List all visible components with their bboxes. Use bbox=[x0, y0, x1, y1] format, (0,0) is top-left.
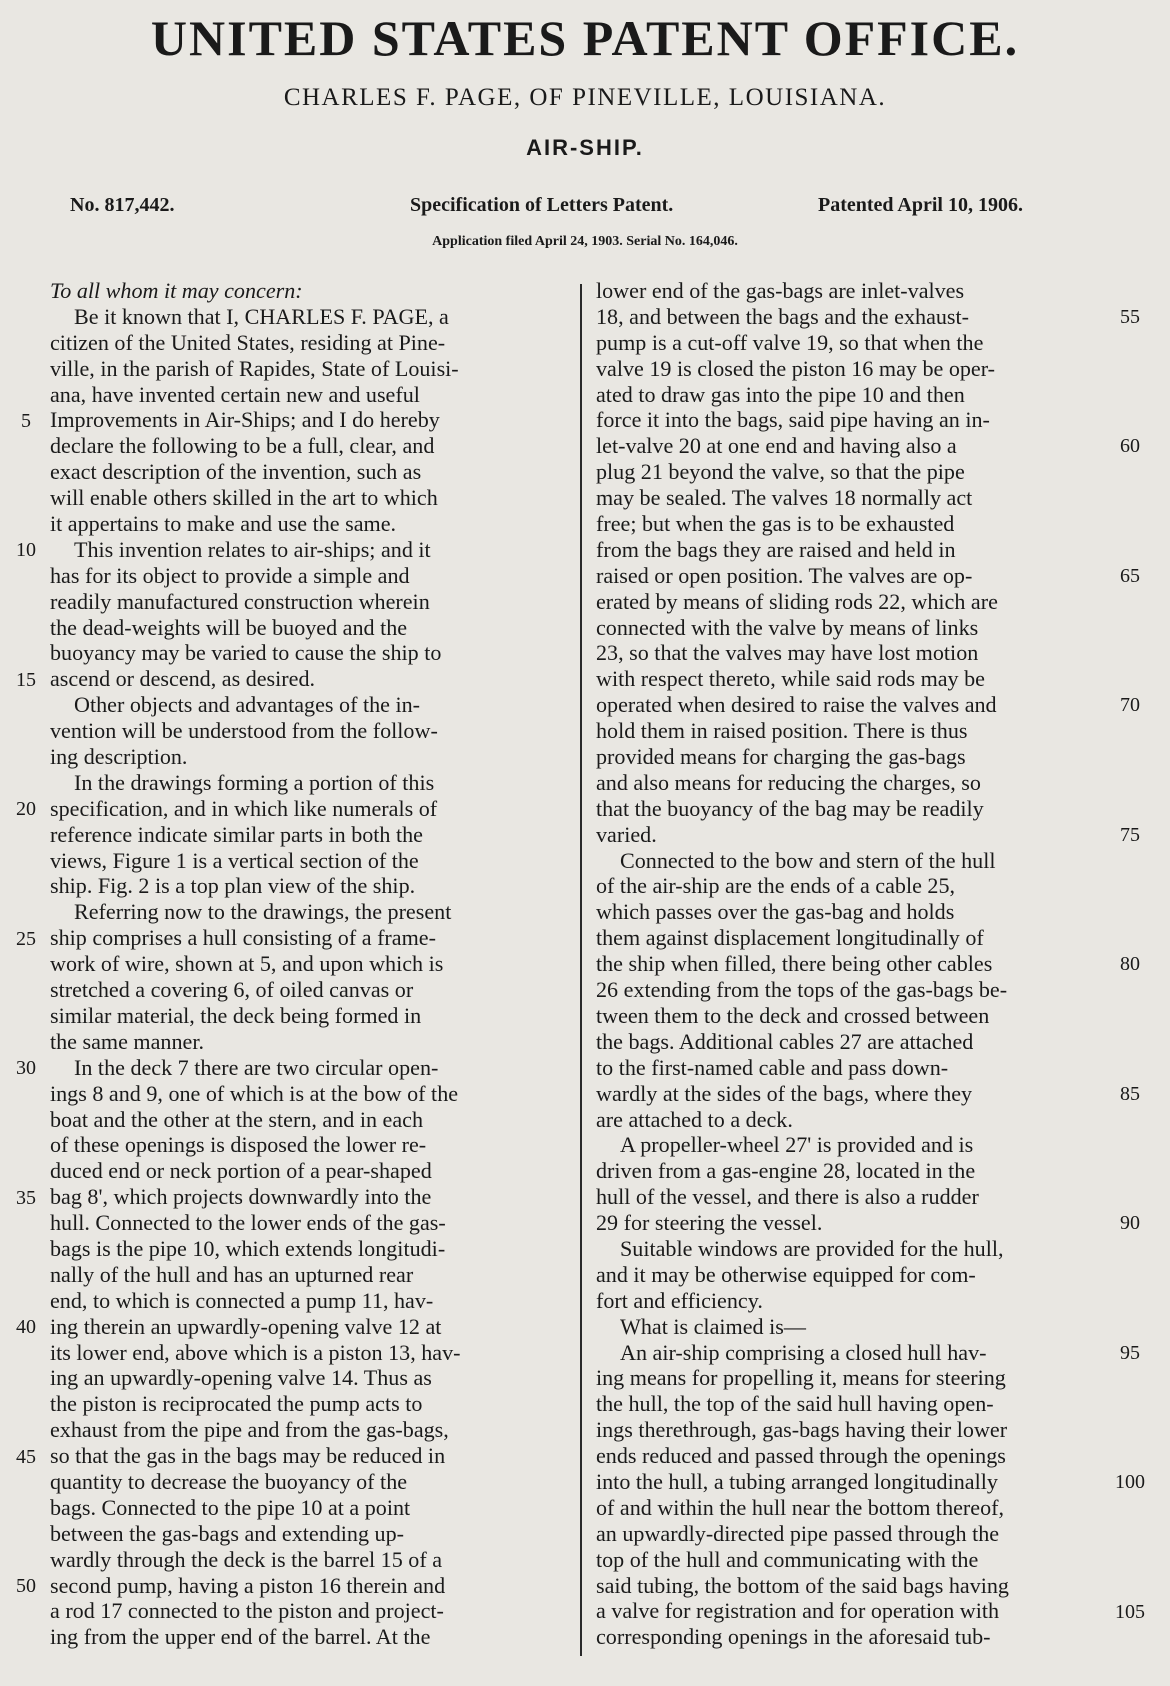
text-line: fort and efficiency. bbox=[596, 1287, 763, 1313]
application-line: Application filed April 24, 1903. Serial No. 164,046. bbox=[432, 234, 738, 249]
text-line: declare the following to be a full, clear, and bbox=[50, 433, 435, 459]
text-line: ings 8 and 9, one of which is at the bow of the bbox=[50, 1080, 459, 1106]
line-number: 55 bbox=[1120, 305, 1140, 328]
column-divider bbox=[580, 284, 582, 1656]
text-line: 23, so that the valves may have lost motion bbox=[596, 640, 979, 666]
line-number: 5 bbox=[21, 409, 31, 432]
office-heading: UNITED STATES PATENT OFFICE. bbox=[150, 10, 1020, 66]
patent-number: No. 817,442. bbox=[70, 194, 175, 216]
text-line: Be it known that I, CHARLES F. PAGE, a bbox=[74, 303, 449, 329]
text-line: lower end of the gas-bags are inlet-valves bbox=[596, 278, 965, 303]
text-line: ing means for propelling it, means for steering bbox=[596, 1365, 1006, 1391]
line-number: 70 bbox=[1120, 694, 1140, 717]
text-line: views, Figure 1 is a vertical section of the bbox=[50, 847, 419, 873]
text-line: varied. bbox=[596, 821, 657, 847]
text-line: connected with the valve by means of links bbox=[596, 614, 979, 640]
text-line: Improvements in Air-Ships; and I do hereby bbox=[50, 407, 440, 433]
text-line: ville, in the parish of Rapides, State of Louisi- bbox=[50, 355, 459, 381]
text-line: top of the hull and communicating with the bbox=[596, 1546, 979, 1572]
text-line: force it into the bags, said pipe having an in- bbox=[596, 407, 990, 433]
text-line: of and within the hull near the bottom thereof, bbox=[596, 1494, 1005, 1520]
line-number: 50 bbox=[16, 1575, 36, 1597]
invention-title: AIR-SHIP. bbox=[526, 135, 644, 160]
text-line: In the drawings forming a portion of this bbox=[74, 769, 435, 795]
text-line: so that the gas in the bags may be reduced in bbox=[50, 1443, 446, 1469]
line-number: 25 bbox=[16, 927, 36, 950]
text-line: plug 21 beyond the valve, so that the pipe bbox=[596, 459, 965, 485]
text-line: Other objects and advantages of the in- bbox=[74, 692, 421, 718]
inventor-line: CHARLES F. PAGE, OF PINEVILLE, LOUISIANA. bbox=[283, 84, 887, 111]
text-line: ing description. bbox=[50, 744, 188, 770]
text-line: has for its object to provide a simple and bbox=[50, 562, 410, 588]
line-number: 35 bbox=[16, 1186, 36, 1209]
text-line: Suitable windows are provided for the hull, bbox=[620, 1235, 1004, 1261]
text-line: are attached to a deck. bbox=[596, 1106, 793, 1132]
text-line: This invention relates to air-ships; and it bbox=[74, 536, 431, 562]
text-line: wardly at the sides of the bags, where they bbox=[596, 1080, 973, 1106]
text-line: will enable others skilled in the art to which bbox=[50, 485, 438, 511]
text-line: stretched a covering 6, of oiled canvas or bbox=[50, 977, 414, 1003]
text-line: an upwardly-directed pipe passed through the bbox=[596, 1520, 1000, 1546]
left-column bbox=[50, 278, 590, 1650]
text-line: may be sealed. The valves 18 normally act bbox=[596, 485, 973, 511]
text-line: operated when desired to raise the valves and bbox=[596, 692, 997, 718]
text-line: to the first-named cable and pass down- bbox=[596, 1054, 949, 1080]
line-number: 95 bbox=[1120, 1341, 1140, 1364]
text-line: them against displacement longitudinally of bbox=[596, 925, 984, 951]
line-number: 80 bbox=[1120, 953, 1140, 976]
text-line: buoyancy may be varied to cause the ship to bbox=[50, 640, 442, 666]
text-line: and also means for reducing the charges, so bbox=[596, 769, 981, 795]
line-number: 15 bbox=[16, 668, 36, 691]
text-line: duced end or neck portion of a pear-shaped bbox=[50, 1158, 432, 1184]
line-number: 60 bbox=[1120, 435, 1140, 458]
text-line: corresponding openings in the aforesaid tub- bbox=[596, 1624, 991, 1650]
text-line: A propeller-wheel 27' is provided and is bbox=[620, 1132, 974, 1158]
line-number: 105 bbox=[1115, 1600, 1145, 1623]
text-line: into the hull, a tubing arranged longitudinally bbox=[596, 1468, 998, 1494]
text-line: tween them to the deck and crossed between bbox=[596, 1002, 990, 1028]
text-line: exhaust from the pipe and from the gas-bags, bbox=[50, 1417, 449, 1443]
text-line: the dead-weights will be buoyed and the bbox=[50, 614, 408, 640]
line-number: 85 bbox=[1120, 1082, 1140, 1105]
text-line: the hull, the top of the said hull having open- bbox=[596, 1391, 994, 1417]
text-line: a valve for registration and for operation with bbox=[596, 1598, 1000, 1624]
text-line: erated by means of sliding rods 22, which are bbox=[596, 588, 998, 614]
text-line: a rod 17 connected to the piston and project- bbox=[50, 1598, 444, 1624]
text-line: its lower end, above which is a piston 13, hav- bbox=[50, 1339, 461, 1365]
text-line: said tubing, the bottom of the said bags having bbox=[596, 1572, 1009, 1598]
text-line: free; but when the gas is to be exhausted bbox=[596, 511, 955, 537]
text-line: from the bags they are raised and held in bbox=[596, 536, 956, 562]
text-line: ends reduced and passed through the openings bbox=[596, 1443, 1006, 1469]
text-line: pump is a cut-off valve 19, so that when the bbox=[596, 329, 984, 355]
line-number: 20 bbox=[16, 798, 36, 820]
text-line: ings therethrough, gas-bags having their lower bbox=[596, 1417, 1008, 1443]
text-line: the piston is reciprocated the pump acts to bbox=[50, 1391, 423, 1417]
line-number: 75 bbox=[1120, 823, 1140, 846]
text-line: between the gas-bags and extending up- bbox=[50, 1520, 404, 1546]
line-number: 30 bbox=[16, 1057, 36, 1079]
text-line: work of wire, shown at 5, and upon which is bbox=[50, 951, 444, 977]
text-line: valve 19 is closed the piston 16 may be oper- bbox=[596, 355, 995, 381]
text-line: of the air-ship are the ends of a cable 25, bbox=[596, 873, 956, 899]
text-line: ship comprises a hull consisting of a frame- bbox=[50, 925, 436, 951]
patented-date: Patented April 10, 1906. bbox=[818, 194, 1023, 216]
text-line: readily manufactured construction wherein bbox=[50, 588, 430, 614]
text-line: hull. Connected to the lower ends of the gas- bbox=[50, 1210, 446, 1236]
text-line: specification, and in which like numerals of bbox=[50, 795, 438, 821]
line-number: 90 bbox=[1120, 1212, 1140, 1235]
text-line: 18, and between the bags and the exhaust- bbox=[596, 303, 970, 329]
line-number: 100 bbox=[1115, 1471, 1145, 1494]
text-line: it appertains to make and use the same. bbox=[50, 511, 397, 537]
text-line: ing from the upper end of the barrel. At the bbox=[50, 1624, 431, 1650]
right-column bbox=[596, 278, 1136, 1650]
text-line: similar material, the deck being formed in bbox=[50, 1002, 422, 1028]
text-line: What is claimed is— bbox=[620, 1313, 806, 1339]
text-line: Referring now to the drawings, the present bbox=[74, 899, 452, 925]
line-number: 45 bbox=[16, 1445, 36, 1468]
text-line: 29 for steering the vessel. bbox=[596, 1210, 823, 1236]
text-line: exact description of the invention, such as bbox=[50, 459, 422, 485]
text-line: vention will be understood from the follow- bbox=[50, 718, 438, 744]
text-line: Connected to the bow and stern of the hull bbox=[620, 847, 996, 873]
text-line: hold them in raised position. There is thus bbox=[596, 718, 968, 744]
text-line: boat and the other at the stern, and in each bbox=[50, 1106, 423, 1132]
text-line: bag 8', which projects downwardly into the bbox=[50, 1184, 432, 1210]
text-line: provided means for charging the gas-bags bbox=[596, 744, 966, 770]
text-line: hull of the vessel, and there is also a rudder bbox=[596, 1184, 979, 1210]
text-line: ascend or descend, as desired. bbox=[50, 666, 316, 692]
text-line: end, to which is connected a pump 11, hav- bbox=[50, 1287, 434, 1313]
text-line: and it may be otherwise equipped for com- bbox=[596, 1261, 976, 1287]
text-line: bags. Connected to the pipe 10 at a point bbox=[50, 1494, 411, 1520]
text-line: let-valve 20 at one end and having also a bbox=[596, 433, 957, 459]
text-line: In the deck 7 there are two circular open- bbox=[74, 1054, 439, 1080]
salutation: To all whom it may concern: bbox=[50, 278, 303, 303]
text-line: 26 extending from the tops of the gas-bags be- bbox=[596, 977, 1008, 1003]
text-line: the bags. Additional cables 27 are attached bbox=[596, 1028, 974, 1054]
line-number: 65 bbox=[1120, 564, 1140, 587]
text-line: citizen of the United States, residing at Pine- bbox=[50, 329, 446, 355]
text-line: second pump, having a piston 16 therein and bbox=[50, 1572, 446, 1598]
text-line: that the buoyancy of the bag may be readily bbox=[596, 795, 984, 821]
text-line: quantity to decrease the buoyancy of the bbox=[50, 1468, 408, 1494]
text-line: the same manner. bbox=[50, 1028, 204, 1054]
text-line: driven from a gas-engine 28, located in the bbox=[596, 1158, 976, 1184]
text-line: nally of the hull and has an upturned rear bbox=[50, 1261, 414, 1287]
text-line: ship. Fig. 2 is a top plan view of the ship. bbox=[50, 873, 416, 899]
text-line: wardly through the deck is the barrel 15 of a bbox=[50, 1546, 443, 1572]
text-line: ing an upwardly-opening valve 14. Thus as bbox=[50, 1365, 432, 1391]
text-line: ana, have invented certain new and useful bbox=[50, 381, 420, 407]
line-number: 10 bbox=[16, 539, 36, 561]
text-line: reference indicate similar parts in both the bbox=[50, 821, 423, 847]
text-line: raised or open position. The valves are op- bbox=[596, 562, 973, 588]
text-line: ing therein an upwardly-opening valve 12 at bbox=[50, 1313, 442, 1339]
text-line: which passes over the gas-bag and holds bbox=[596, 899, 955, 925]
text-line: ated to draw gas into the pipe 10 and then bbox=[596, 381, 965, 407]
text-line: the ship when filled, there being other cables bbox=[596, 951, 993, 977]
text-line: with respect thereto, while said rods may be bbox=[596, 666, 985, 692]
specification-label: Specification of Letters Patent. bbox=[410, 194, 674, 216]
line-number: 40 bbox=[16, 1316, 36, 1338]
text-line: of these openings is disposed the lower re- bbox=[50, 1132, 427, 1158]
text-line: bags is the pipe 10, which extends longitudi- bbox=[50, 1235, 446, 1261]
text-line: An air-ship comprising a closed hull hav- bbox=[620, 1339, 987, 1365]
